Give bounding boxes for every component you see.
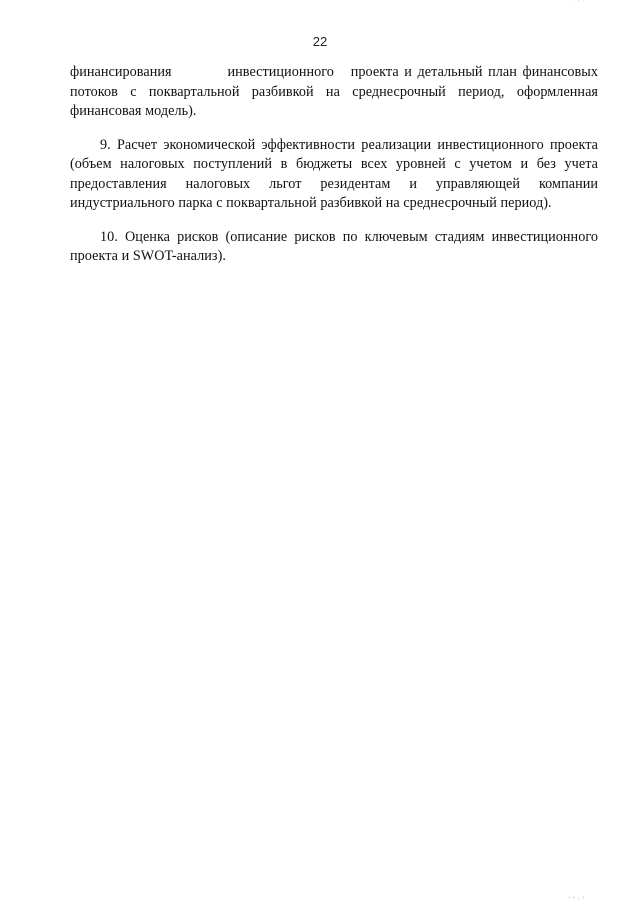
page-number: 22 — [312, 34, 328, 49]
paragraph-item-9: 9. Расчет экономической эффективности реализации инвестиционного проекта (объем налоговых поступлений в бюджеты всех уровней с учетом и без учета предоставления налоговых льгот резидентам и управляющей компании индустриального парка с поквартальной разбивкой на среднесрочный период). — [70, 136, 598, 211]
paragraph-item-10: 10. Оценка рисков (описание рисков по ключевым стадиям инвестиционного проекта и SWOT-анализ). — [70, 228, 598, 264]
paragraph-continuation: финансирования инвестиционного проекта и детальный план финансовых потоков с поквартальной разбивкой на среднесрочный период, оформленная финансовая модель). — [70, 64, 598, 119]
scan-artifact-mark: ''·' — [567, 896, 586, 903]
document-body — [70, 63, 598, 281]
scan-artifact-mark: ''·' — [567, 0, 586, 5]
